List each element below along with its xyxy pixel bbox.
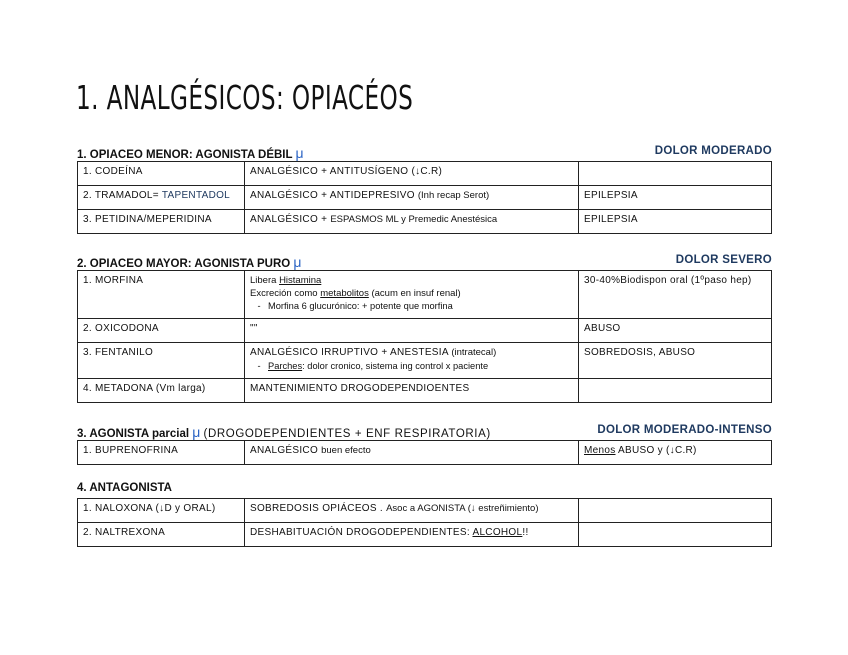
table-row	[78, 523, 772, 547]
note-cell: ABUSO	[579, 319, 772, 343]
section-heading: 2. OPIACEO MAYOR: AGONISTA PURO μ	[77, 254, 302, 270]
note-cell: 30-40%Biodispon oral (1ºpaso hep)	[579, 271, 772, 319]
effect-cell: ANALGÉSICO + ANTIDEPRESIVO (Inh recap Serot)	[245, 186, 579, 210]
effect-cell: ""	[245, 319, 579, 343]
drug-cell: 3. PETIDINA/MEPERIDINA	[78, 210, 245, 234]
table-row	[78, 343, 772, 379]
effect-cell: SOBREDOSIS OPIÁCEOS . Asoc a AGONISTA (↓ estreñimiento)	[245, 499, 579, 523]
table-row	[78, 186, 772, 210]
section-opiaceo-mayor	[77, 254, 772, 403]
table-row	[78, 162, 772, 186]
section-heading: 1. OPIACEO MENOR: AGONISTA DÉBIL μ	[77, 145, 304, 161]
mu-symbol: μ	[295, 145, 304, 161]
drug-table	[77, 498, 772, 547]
table-row	[78, 319, 772, 343]
mu-symbol: μ	[293, 254, 302, 270]
drug-cell: 2. OXICODONA	[78, 319, 245, 343]
section-antagonista	[77, 482, 772, 547]
drug-cell: 1. MORFINA	[78, 271, 245, 319]
drug-table	[77, 270, 772, 403]
drug-cell: 1. BUPRENOFRINA	[78, 441, 245, 465]
drug-table	[77, 440, 772, 465]
effect-cell: ANALGÉSICO buen efecto	[245, 441, 579, 465]
note-cell	[579, 523, 772, 547]
effect-cell: ANALGÉSICO IRRUPTIVO + ANESTESIA (intratecal) - Parches: dolor cronico, sistema ing control x paciente	[245, 343, 579, 379]
section-tag: DOLOR MODERADO-INTENSO	[597, 424, 772, 436]
mu-symbol: μ	[192, 424, 201, 440]
note-cell: EPILEPSIA	[579, 210, 772, 234]
note-cell	[579, 499, 772, 523]
note-cell: SOBREDOSIS, ABUSO	[579, 343, 772, 379]
section-agonista-parcial	[77, 424, 772, 465]
drug-cell: 2. NALTREXONA	[78, 523, 245, 547]
drug-table	[77, 161, 772, 234]
table-row	[78, 379, 772, 403]
table-row	[78, 210, 772, 234]
note-cell: Menos ABUSO y (↓C.R)	[579, 441, 772, 465]
effect-cell: ANALGÉSICO + ANTITUSÍGENO (↓C.R)	[245, 162, 579, 186]
drug-cell: 3. FENTANILO	[78, 343, 245, 379]
drug-cell: 1. CODEÍNA	[78, 162, 245, 186]
table-row	[78, 441, 772, 465]
section-tag: DOLOR SEVERO	[675, 254, 772, 266]
effect-cell: Libera Histamina Excreción como metabolitos (acum en insuf renal) - Morfina 6 glucurónico: + potente que morfina	[245, 271, 579, 319]
effect-cell: DESHABITUACIÓN DROGODEPENDIENTES: ALCOHOL!!	[245, 523, 579, 547]
note-cell: EPILEPSIA	[579, 186, 772, 210]
table-row	[78, 271, 772, 319]
effect-cell: MANTENIMIENTO DROGODEPENDIOENTES	[245, 379, 579, 403]
section-heading: 4. ANTAGONISTA	[77, 482, 172, 494]
drug-cell: 4. METADONA (Vm larga)	[78, 379, 245, 403]
drug-cell: 1. NALOXONA (↓D y ORAL)	[78, 499, 245, 523]
note-cell	[579, 379, 772, 403]
section-tag: DOLOR MODERADO	[654, 145, 772, 157]
table-row	[78, 499, 772, 523]
drug-cell: 2. TRAMADOL= TAPENTADOL	[78, 186, 245, 210]
section-opiaceo-menor	[77, 145, 772, 234]
page-title: 1. ANALGÉSICOS: OPIACÉOS	[76, 78, 414, 117]
section-heading: 3. AGONISTA parcial μ (DROGODEPENDIENTES + ENF RESPIRATORIA)	[77, 424, 491, 440]
note-cell	[579, 162, 772, 186]
effect-cell: ANALGÉSICO + ESPASMOS ML y Premedic Anestésica	[245, 210, 579, 234]
